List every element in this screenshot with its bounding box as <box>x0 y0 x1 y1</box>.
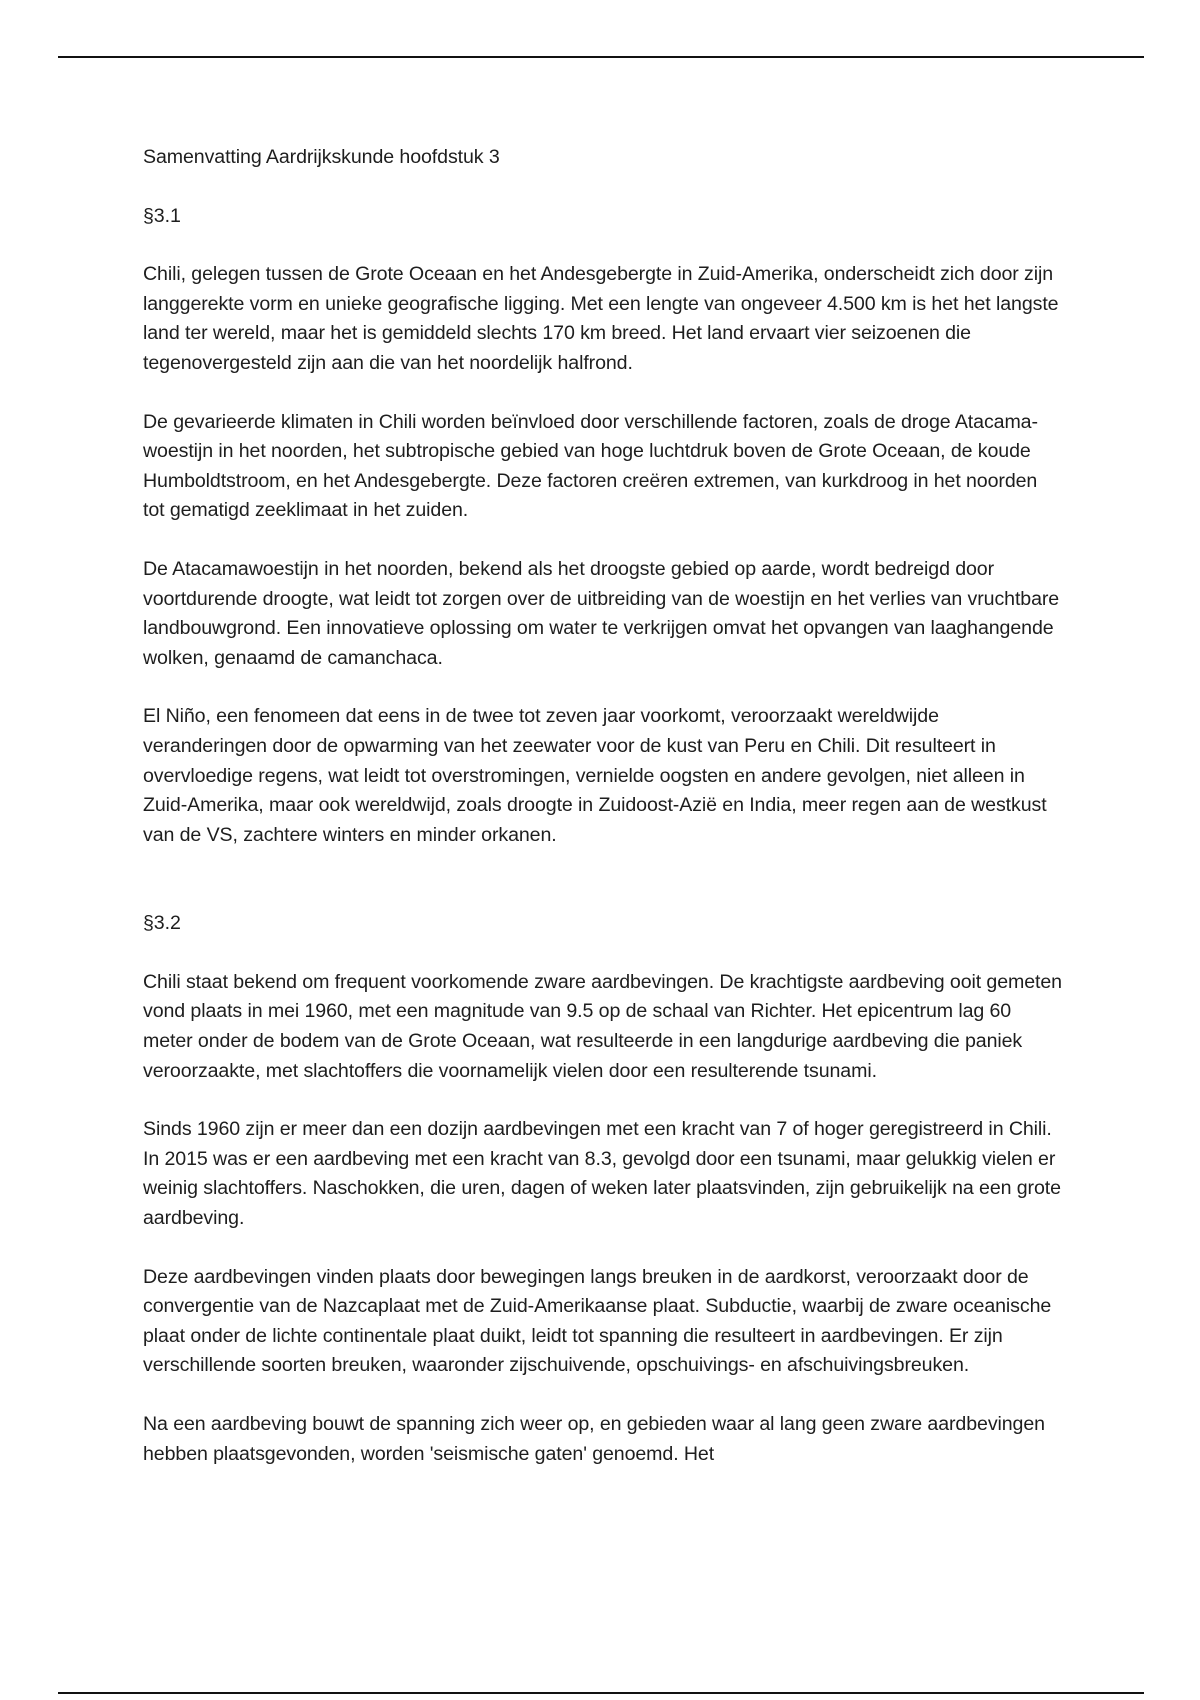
paragraph: De gevarieerde klimaten in Chili worden beïnvloed door verschillende factoren, zoals de droge Atacama-woestijn in het noorden, het subtropische gebied van hoge luchtdruk boven de Grote Oceaan, de koude Humboldtstroom, en het Andesgebergte. Deze factoren creëren extremen, van kurkdroog in het noorden tot gematigd zeeklimaat in het zuiden. <box>143 410 1038 522</box>
page-bottom-rule <box>58 1692 1144 1694</box>
document-title: Samenvatting Aardrijkskunde hoofdstuk 3 <box>143 146 500 168</box>
page-top-rule <box>58 56 1144 58</box>
paragraph: Chili staat bekend om frequent voorkomende zware aardbevingen. De krachtigste aardbeving ooit gemeten vond plaats in mei 1960, met een magnitude van 9.5 op de schaal van Richter. Het epicentrum lag 60 meter onder de bodem van de Grote Oceaan, wat resulteerde in een langdurige aardbeving die paniek veroorzaakte, met slachtoffers die voornamelijk vielen door een resulterende tsunami. <box>143 970 1062 1082</box>
paragraph: El Niño, een fenomeen dat eens in de twee tot zeven jaar voorkomt, veroorzaakt wereldwijde veranderingen door de opwarming van het zeewater voor de kust van Peru en Chili. Dit resulteert in overvloedige regens, wat leidt tot overstromingen, vernielde oogsten en andere gevolgen, niet alleen in Zuid-Amerika, maar ook wereldwijd, zoals droogte in Zuidoost-Azië en India, meer regen aan de westkust van de VS, zachtere winters en minder orkanen. <box>143 705 1047 846</box>
document-body <box>143 143 1063 1498</box>
paragraph: Deze aardbevingen vinden plaats door bewegingen langs breuken in de aardkorst, veroorzaakt door de convergentie van de Nazcaplaat met de Zuid-Amerikaanse plaat. Subductie, waarbij de zware oceanische plaat onder de lichte continentale plaat duikt, leidt tot spanning die resulteert in aardbevingen. Er zijn verschillende soorten breuken, waaronder zijschuivende, opschuivings- en afschuivingsbreuken. <box>143 1265 1052 1377</box>
paragraph: De Atacamawoestijn in het noorden, bekend als het droogste gebied op aarde, wordt bedreigd door voortdurende droogte, wat leidt tot zorgen over de uitbreiding van de woestijn en het verlies van vruchtbare landbouwgrond. Een innovatieve oplossing om water te verkrijgen omvat het opvangen van laaghangende wolken, genaamd de camanchaca. <box>143 557 1060 669</box>
paragraph: Chili, gelegen tussen de Grote Oceaan en het Andesgebergte in Zuid-Amerika, onderscheidt zich door zijn langgerekte vorm en unieke geografische ligging. Met een lengte van ongeveer 4.500 km is het het langste land ter wereld, maar het is gemiddeld slechts 170 km breed. Het land ervaart vier seizoenen die tegenovergesteld zijn aan die van het noordelijk halfrond. <box>143 263 1059 374</box>
section-heading-3-1: §3.1 <box>143 204 181 227</box>
paragraph: Sinds 1960 zijn er meer dan een dozijn aardbevingen met een kracht van 7 of hoger geregistreerd in Chili. In 2015 was er een aardbeving met een kracht van 8.3, gevolgd door een tsunami, maar gelukkig vielen er weinig slachtoffers. Naschokken, die uren, dagen of weken later plaatsvinden, zijn gebruikelijk na een grote aardbeving. <box>143 1118 1061 1230</box>
section-heading-3-2: §3.2 <box>143 912 181 935</box>
paragraph: Na een aardbeving bouwt de spanning zich weer op, en gebieden waar al lang geen zware aardbevingen hebben plaatsgevonden, worden 'seismische gaten' genoemd. Het <box>143 1413 1045 1465</box>
